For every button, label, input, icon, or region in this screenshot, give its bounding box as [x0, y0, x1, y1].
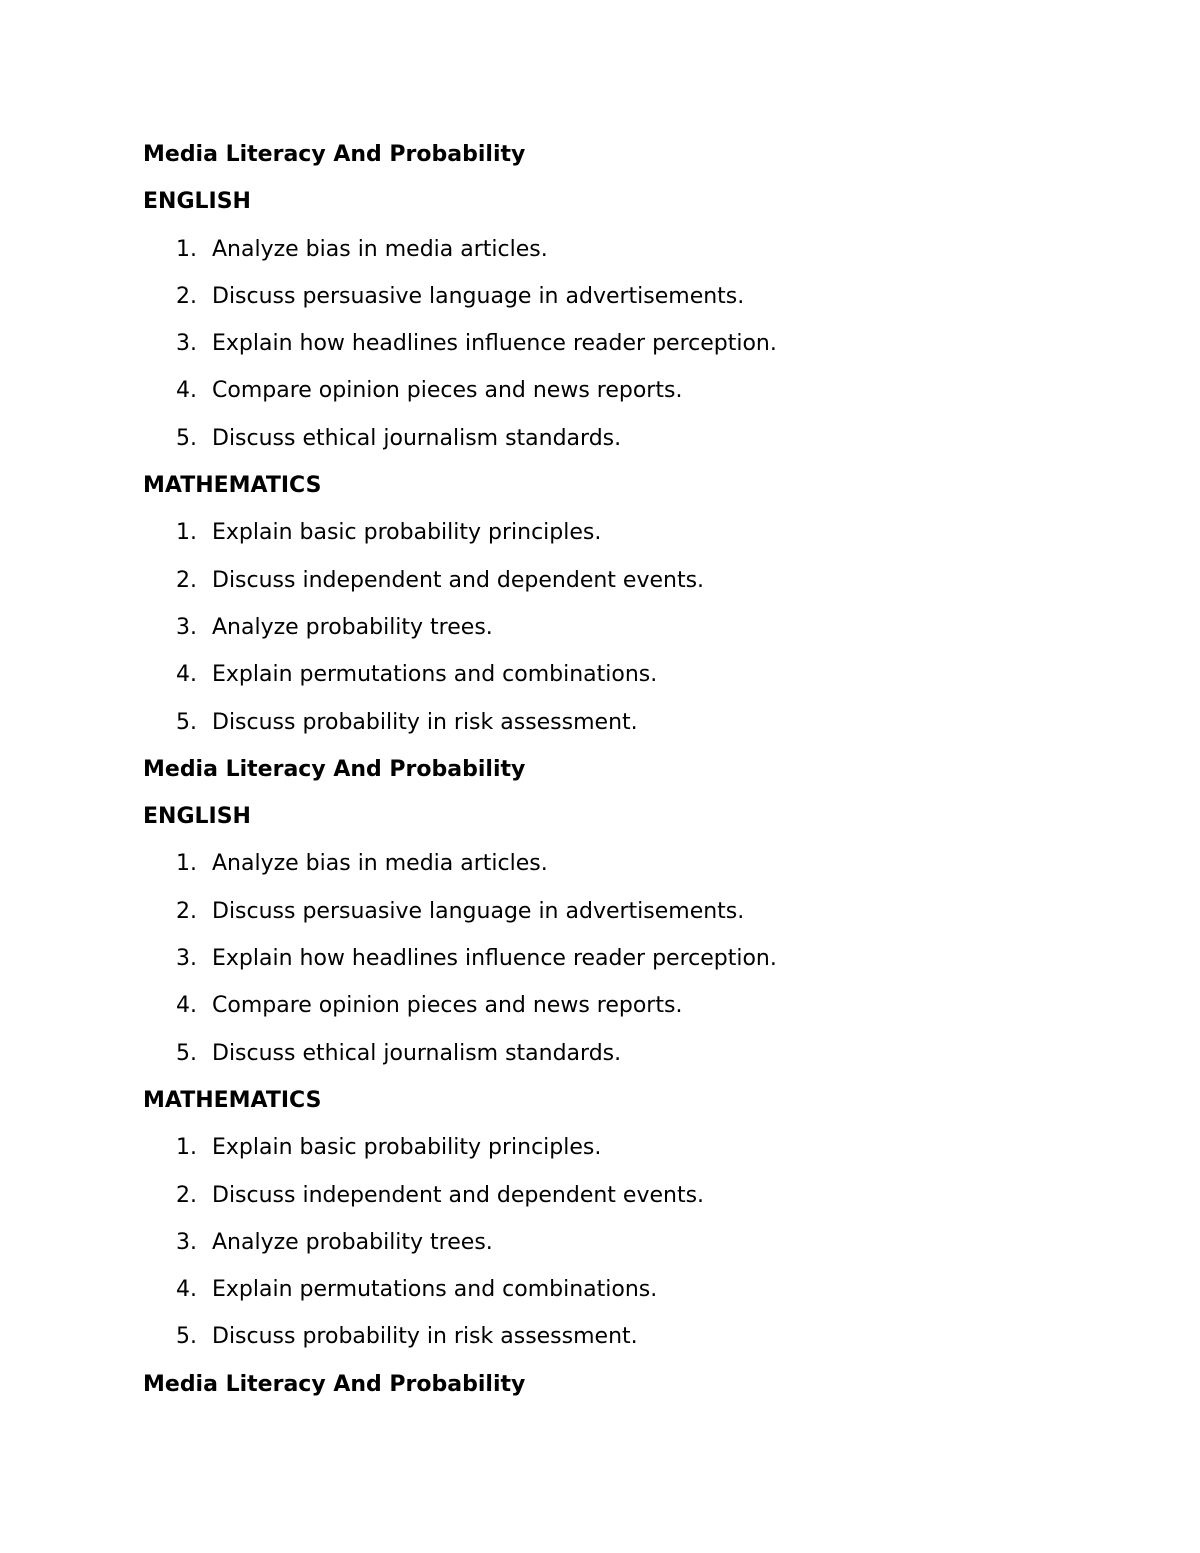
list-item [143, 659, 1103, 706]
list-item-text: Discuss independent and dependent events. [212, 1182, 705, 1208]
list-item [143, 1038, 1103, 1085]
list-item [143, 896, 1103, 943]
list-item-text: Explain basic probability principles. [212, 1135, 602, 1161]
list-item [143, 328, 1103, 375]
list-item-number: 3. [176, 1229, 197, 1255]
list-item-number: 4. [176, 662, 197, 688]
list-item [143, 565, 1103, 612]
list-item-text: Discuss ethical journalism standards. [212, 1040, 622, 1066]
list-item [143, 848, 1103, 895]
list-item-number: 1. [176, 520, 197, 546]
list-item-number: 3. [176, 946, 197, 972]
list-item-number: 2. [176, 1182, 197, 1208]
list-item-text: Analyze bias in media articles. [212, 851, 548, 877]
list-item [143, 707, 1103, 754]
list-item-number: 5. [176, 1040, 197, 1066]
list-item-text: Discuss ethical journalism standards. [212, 425, 622, 451]
list-item [143, 1274, 1103, 1321]
list-item [143, 990, 1103, 1037]
list-item [143, 375, 1103, 422]
list-item [143, 943, 1103, 990]
section-heading: ENGLISH [143, 804, 251, 830]
list-item-number: 2. [176, 283, 197, 309]
section-heading: MATHEMATICS [143, 1087, 322, 1113]
list-item-number: 1. [176, 236, 197, 262]
list-item-text: Explain permutations and combinations. [212, 1277, 658, 1303]
list-item-number: 4. [176, 1277, 197, 1303]
list-item-number: 5. [176, 709, 197, 735]
document-body [143, 139, 1103, 1416]
list-item-number: 5. [176, 1324, 197, 1350]
list-item-text: Discuss persuasive language in advertisements. [212, 283, 745, 309]
list-item-text: Discuss independent and dependent events. [212, 567, 705, 593]
document-title: Media Literacy And Probability [143, 142, 526, 167]
list-item [143, 1180, 1103, 1227]
list-item-number: 4. [176, 378, 197, 404]
list-item-text: Explain how headlines influence reader perception. [212, 331, 777, 357]
list-item-number: 1. [176, 851, 197, 877]
list-item [143, 1321, 1103, 1368]
list-item-text: Explain basic probability principles. [212, 520, 602, 546]
document-title: Media Literacy And Probability [143, 756, 526, 782]
list-item-number: 3. [176, 614, 197, 640]
list-item-text: Discuss probability in risk assessment. [212, 1324, 638, 1350]
list-item-number: 2. [176, 567, 197, 593]
list-item-text: Analyze probability trees. [212, 614, 493, 640]
list-item-number: 3. [176, 331, 197, 357]
list-item-text: Explain how headlines influence reader perception. [212, 946, 777, 972]
list-item-text: Compare opinion pieces and news reports. [212, 993, 683, 1019]
document-title: Media Literacy And Probability [143, 1371, 526, 1397]
list-item [143, 281, 1103, 328]
list-item-text: Discuss persuasive language in advertisements. [212, 898, 745, 924]
list-item-number: 4. [176, 993, 197, 1019]
list-item-number: 1. [176, 1135, 197, 1161]
section-heading: MATHEMATICS [143, 473, 322, 499]
list-item [143, 612, 1103, 659]
list-item-number: 5. [176, 425, 197, 451]
list-item-text: Analyze probability trees. [212, 1229, 493, 1255]
list-item [143, 234, 1103, 281]
list-item-number: 2. [176, 898, 197, 924]
list-item-text: Analyze bias in media articles. [212, 236, 548, 262]
list-item [143, 1132, 1103, 1179]
list-item [143, 1227, 1103, 1274]
list-item-text: Discuss probability in risk assessment. [212, 709, 638, 735]
section-heading: ENGLISH [143, 189, 251, 215]
list-item [143, 517, 1103, 564]
list-item [143, 423, 1103, 470]
list-item-text: Compare opinion pieces and news reports. [212, 378, 683, 404]
list-item-text: Explain permutations and combinations. [212, 662, 658, 688]
